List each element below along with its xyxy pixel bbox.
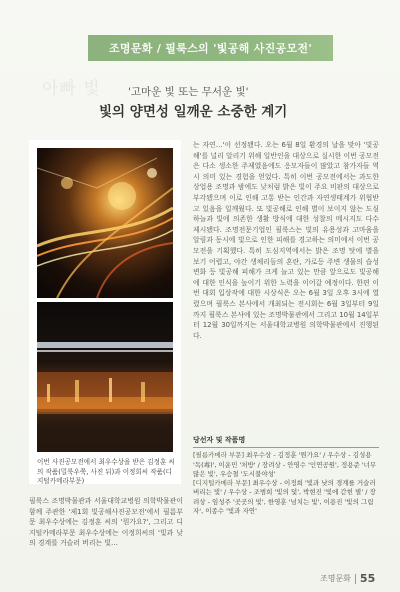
ghost-lettering: 아빠 빛 (42, 79, 101, 99)
photo-light-trails (37, 148, 173, 298)
photo-panel (29, 140, 181, 484)
article-body-left (29, 496, 183, 549)
body-paragraph: 필룩스 조명박물관과 서울대학교병원 의학박물관이 함께 주관한 '제1회 빛공해사진공모전'에서 필름부문 최우수상에는 김정훈 씨의 '뭔가요?', 그리고 디지털카메라부문 최우수상에는 이정희씨의 '빛과 낮의 경계를 거슬러 버리는 빛… (29, 497, 183, 548)
film-label: [필름카메라 부문] (193, 451, 245, 460)
footer-section: 조명문화 (320, 574, 351, 583)
film-list: 최우수상 - 김정훈 '뭔가요' / 우수상 - 김성용 '독(毒)', 이운민 '처방' / 장려상 - 안영수 '인연공원', 정용준 '너무 많은 빛', 우승철 '도시불야성' (193, 451, 377, 478)
footer-divider (355, 574, 356, 584)
winners-heading: 당선자 및 작품명 (193, 436, 379, 448)
photo-night-skyline (37, 302, 173, 452)
digital-list: 최우수상 - 이정희 '빛과 낮의 경계를 거슬러 버리는 빛' / 우수상 - 조범희 '빛의 덫', 박현진 '빛에 갇힌 별' / 장려상 - 임성주 '곳곳의 빛', 한영훈 '넘치는 빛', 이용진 '빛의 그림자', 이종수 '빛과 자연' (193, 479, 376, 516)
winners-film (193, 451, 379, 479)
article-subtitle: '고마운 빛 또는 무서운 빛' (128, 86, 249, 98)
section-header (88, 35, 333, 61)
article-title: 빛의 양면성 일깨운 소중한 계기 (99, 104, 288, 120)
body-paragraph: 는 자연…'이 선정됐다. 오는 6월 8일 환경의 날을 맞아 '빛공해'를 널리 알리기 위해 일반인을 대상으로 실시한 이번 공모전은 다소 생소한 주제였음에도 응모자들이 많았고 참가자들 역시 의미 있는 경험을 얻었다. 특히 이번 공모전에서는 과도한 상업용 조명과 밤에도 낮처럼 밝은 빛이 주요 비판의 대상으로 부각됐으며 이로 인해 고통 받는 인간과 자연생태계가 위협받고 있음을 일깨웠다. 또 빛공해로 인해 별이 보이지 않는 도심 하늘과 빛에 의존한 생활 방식에 대한 성찰의 메시지도 다수 제시됐다. 조명전문기업인 필룩스는 빛의 유용성과 고마움을 알림과 동시에 빛으로 인한 피해를 경고하는 의미에서 이번 공모전을 기획했다. 특히 도심지역에서는 밝은 조명 탓에 별을 보기 어렵고, 야간 생체리듬의 혼란, 가로등 주변 생물의 습성 변화 등 빛공해 피해가 크게 늘고 있는 만큼 앞으로도 빛공해에 대한 인식을 높이기 위한 노력을 이어갈 예정이다. 한편 이번 대회 입상작에 대한 시상식은 오는 6월 3일 오후 3시에 열렸으며 필룩스 본사에서 개최되는 전시회는 6월 3일부터 9일까지 필룩스 본사에 있는 조명박물관에서 그리고 10월 14일부터 12월 30일까지는 서울대학교병원 의학박물관에서 진행된다. (193, 141, 379, 340)
article-body-right (193, 140, 379, 341)
section-header-text: 조명문화 / 필룩스의 '빛공해 사진공모전' (109, 42, 312, 55)
skyline-graphic (37, 302, 173, 452)
winners-box (193, 436, 379, 516)
page-number: 55 (359, 572, 376, 585)
winners-digital (193, 479, 379, 516)
page-footer (320, 572, 375, 585)
photo-caption: 이번 사진공모전에서 최우수상을 받은 김정훈 씨의 작품(밀룩우쭉, 사진 뒤)과 이정희씨 작품(디지털카메라부문) (37, 458, 175, 485)
digital-label: [디지털카메라 부문] (193, 479, 251, 488)
light-trails-graphic (37, 148, 173, 298)
